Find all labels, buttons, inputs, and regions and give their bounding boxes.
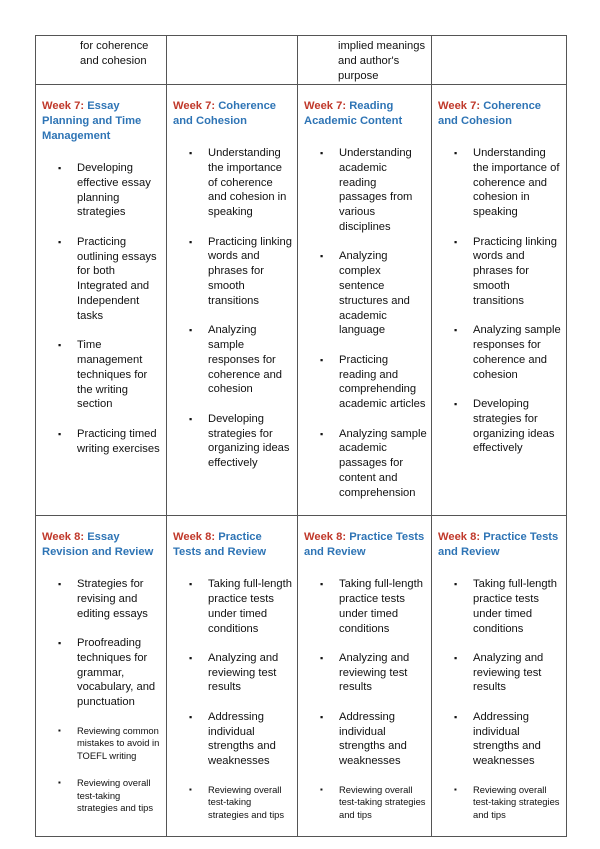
cell-heading — [36, 516, 166, 560]
bullet-list — [298, 577, 431, 821]
topic-label: Coherence and Cohesion — [173, 100, 277, 127]
bullet-icon: ▪ — [58, 428, 62, 439]
week-label: Week 7: — [173, 100, 216, 112]
bullet-icon: ▪ — [454, 236, 458, 247]
bullet-icon: ▪ — [189, 711, 193, 722]
table-row-week-8 — [36, 516, 567, 837]
bullet-icon: ▪ — [58, 725, 61, 735]
list-item: ▪ Addressing individual strengths and weaknesses — [189, 710, 276, 768]
week-label: Week 8: — [304, 531, 347, 544]
bullet-icon: ▪ — [58, 340, 62, 351]
topic-label: Coherence and Cohesion — [438, 100, 542, 127]
table-cell — [298, 516, 432, 837]
bullet-list — [167, 146, 297, 471]
cell-heading — [167, 85, 297, 129]
week-label: Week 8: — [438, 531, 481, 544]
topic-label: Practice Tests and Review — [438, 531, 559, 559]
list-item: ▪ Analyzing and reviewing test results — [454, 651, 544, 694]
table-cell — [36, 36, 167, 85]
bullet-icon: ▪ — [320, 148, 324, 158]
bullet-list — [432, 577, 566, 821]
topic-label: Practice Tests and Review — [304, 531, 425, 559]
week-label: Week 7: — [438, 100, 481, 112]
bullet-icon: ▪ — [320, 784, 323, 794]
list-item: ▪ Practicing linking words and phrases for smooth transitions — [454, 235, 557, 307]
schedule-table — [35, 35, 567, 837]
table-row-continuation — [36, 36, 567, 85]
bullet-list — [36, 577, 166, 815]
list-item: ▪ Analyzing complex sentence structures and academic language — [320, 250, 410, 337]
cell-heading — [167, 516, 297, 560]
bullet-list — [432, 146, 566, 456]
table-cell — [298, 85, 432, 516]
list-item: ▪ Developing strategies for organizing ideas effectively — [189, 412, 290, 470]
continuation-text: for coherence and cohesion — [80, 40, 149, 67]
list-item: ▪ Practicing timed writing exercises — [58, 427, 160, 455]
list-item: ▪ Taking full-length practice tests under timed conditions — [454, 578, 557, 635]
bullet-icon: ▪ — [454, 148, 458, 158]
topic-label: Practice Tests and Review — [173, 531, 267, 559]
bullet-icon: ▪ — [320, 652, 324, 663]
bullet-icon: ▪ — [454, 784, 457, 794]
list-item: ▪ Proofreading techniques for grammar, vocabulary, and punctuation — [58, 637, 156, 709]
list-item: ▪ Taking full-length practice tests under timed conditions — [320, 578, 423, 635]
list-item: ▪ Reviewing overall test-taking strategies and tips — [58, 777, 154, 814]
continuation-text — [167, 36, 297, 39]
list-item: ▪ Addressing individual strengths and weaknesses — [320, 710, 407, 768]
bullet-icon: ▪ — [454, 652, 458, 663]
list-item: ▪ Analyzing sample responses for coherence and cohesion — [454, 324, 561, 381]
list-item: ▪ Addressing individual strengths and weaknesses — [454, 710, 541, 768]
bullet-icon: ▪ — [58, 579, 62, 590]
list-item: ▪ Developing effective essay planning strategies — [58, 162, 151, 219]
bullet-icon: ▪ — [189, 148, 193, 158]
bullet-icon: ▪ — [58, 236, 62, 247]
bullet-icon: ▪ — [454, 579, 458, 590]
list-item: ▪ Reviewing overall test-taking strategies and tips — [320, 783, 426, 820]
bullet-icon: ▪ — [189, 325, 193, 336]
list-item: ▪ Analyzing and reviewing test results — [189, 651, 279, 694]
table-cell — [432, 85, 567, 516]
bullet-list — [167, 577, 297, 821]
table-cell — [36, 516, 167, 837]
week-label: Week 7: — [304, 100, 347, 112]
bullet-list — [298, 146, 431, 501]
list-item: ▪ Understanding the importance of coherence and cohesion in speaking — [454, 147, 560, 219]
bullet-icon: ▪ — [320, 354, 324, 365]
topic-label: Essay Planning and Time Management — [42, 100, 142, 142]
bullet-icon: ▪ — [320, 428, 324, 439]
topic-label: Essay Revision and Review — [42, 531, 154, 559]
table-cell — [167, 516, 298, 837]
table-row-week-7 — [36, 85, 567, 516]
bullet-icon: ▪ — [454, 711, 458, 722]
list-item: ▪ Reviewing overall test-taking strategies and tips — [189, 783, 285, 820]
list-item: ▪ Developing strategies for organizing ideas effectively — [454, 397, 555, 455]
list-item: ▪ Reviewing common mistakes to avoid in TOEFL writing — [58, 724, 160, 761]
continuation-text — [432, 36, 566, 39]
bullet-icon: ▪ — [58, 638, 62, 649]
list-item: ▪ Practicing reading and comprehending academic articles — [320, 353, 426, 411]
list-item: ▪ Strategies for revising and editing essays — [58, 578, 148, 620]
list-item: ▪ Understanding the importance of coherence and cohesion in speaking — [189, 147, 287, 219]
bullet-icon: ▪ — [454, 325, 458, 336]
bullet-icon: ▪ — [189, 413, 193, 424]
bullet-icon: ▪ — [320, 579, 324, 590]
list-item: ▪ Analyzing sample academic passages for content and comprehension — [320, 427, 427, 499]
table-cell — [36, 85, 167, 516]
continuation-text: implied meanings and author's purpose — [338, 40, 426, 82]
bullet-icon: ▪ — [454, 398, 458, 409]
bullet-icon: ▪ — [189, 784, 192, 794]
topic-label: Reading Academic Content — [304, 100, 403, 127]
cell-heading — [36, 85, 166, 144]
list-item: ▪ Practicing outlining essays for both Integrated and Independent tasks — [58, 235, 157, 322]
list-item: ▪ Analyzing and reviewing test results — [320, 651, 410, 694]
table-cell — [432, 36, 567, 85]
list-item: ▪ Understanding academic reading passages from various disciplines — [320, 147, 413, 233]
bullet-icon: ▪ — [58, 778, 61, 788]
bullet-icon: ▪ — [320, 251, 324, 262]
bullet-icon: ▪ — [189, 652, 193, 663]
week-label: Week 8: — [42, 531, 85, 544]
table-cell — [298, 36, 432, 85]
bullet-list — [36, 161, 166, 456]
cell-heading — [298, 516, 431, 560]
table-cell — [167, 36, 298, 85]
week-label: Week 8: — [173, 531, 216, 544]
list-item: ▪ Taking full-length practice tests under timed conditions — [189, 578, 292, 635]
bullet-icon: ▪ — [58, 163, 62, 173]
cell-heading — [298, 85, 431, 129]
list-item: ▪ Analyzing sample responses for coherence and cohesion — [189, 324, 283, 396]
cell-heading — [432, 85, 566, 129]
cell-heading — [432, 516, 566, 560]
list-item: ▪ Time management techniques for the writing section — [58, 339, 148, 411]
bullet-icon: ▪ — [189, 236, 193, 247]
list-item: ▪ Reviewing overall test-taking strategies and tips — [454, 783, 560, 820]
table-cell — [432, 516, 567, 837]
bullet-icon: ▪ — [320, 711, 324, 722]
week-label: Week 7: — [42, 100, 85, 112]
bullet-icon: ▪ — [189, 579, 193, 590]
schedule-table-container — [35, 35, 565, 820]
list-item: ▪ Practicing linking words and phrases for smooth transitions — [189, 235, 292, 307]
table-cell — [167, 85, 298, 516]
